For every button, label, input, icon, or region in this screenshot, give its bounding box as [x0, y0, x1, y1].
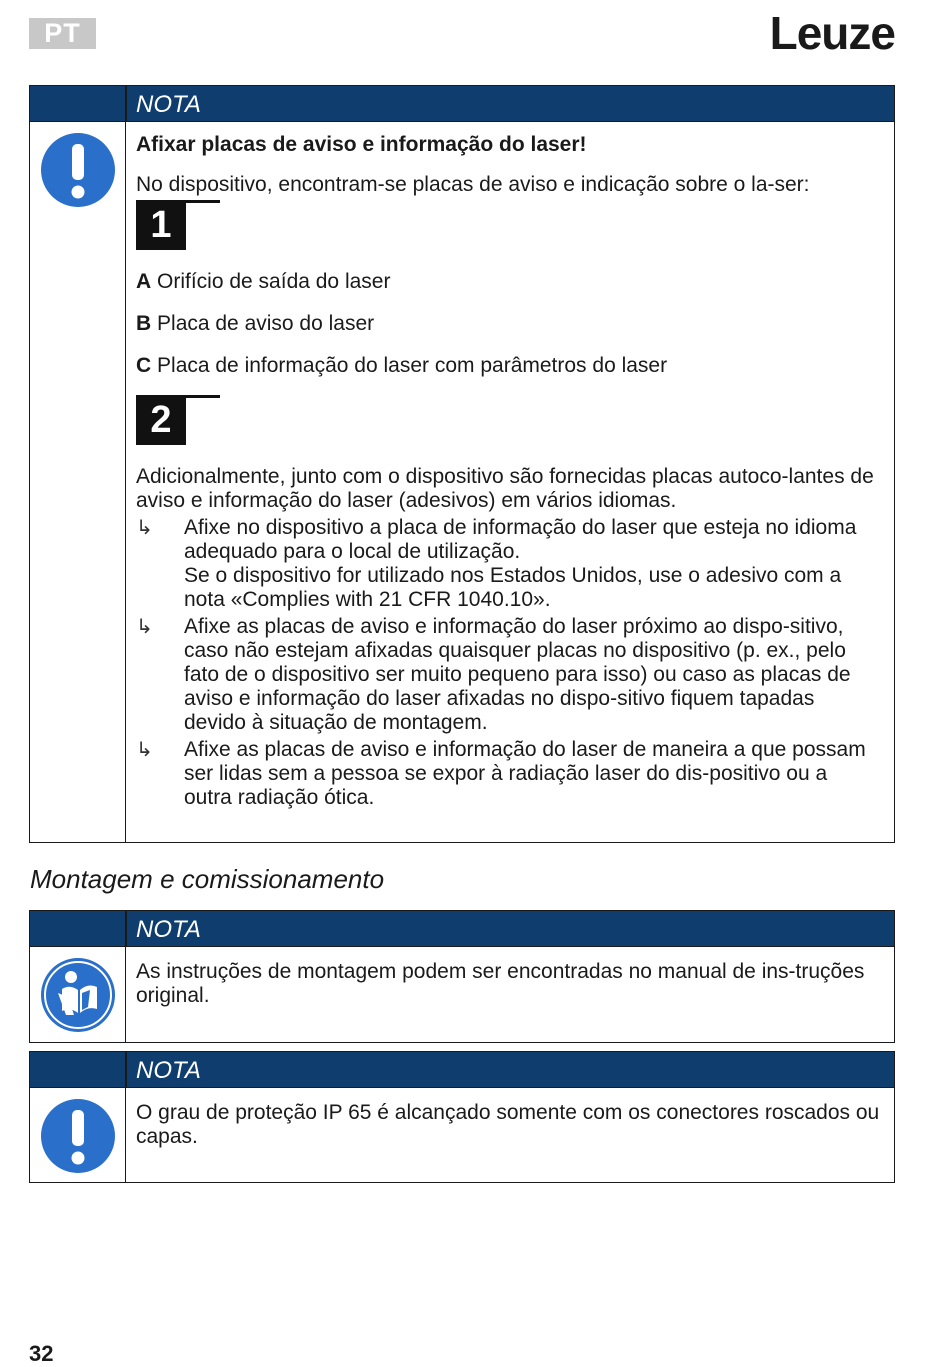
- step-2: ↳ Afixe as placas de aviso e informação do laser próximo ao dispo-sitivo, caso não estejam afixadas quaisquer placas no dispositivo (p. ex., pelo fato de o dispositivo ser muito pequeno para isso) ou caso as placas de aviso e informação do laser afixadas no dispo-sitivo fiquem tapadas devido à situação de montagem.: [136, 615, 851, 734]
- note-header: [30, 911, 894, 947]
- note-content: [136, 1088, 894, 1149]
- note-mounting: [29, 910, 895, 1043]
- legend-item-c: C Placa de informação do laser com parâmetros do laser: [136, 354, 668, 377]
- note-label: NOTA: [136, 1057, 201, 1084]
- exclamation-icon: [40, 132, 116, 208]
- note-content: [136, 122, 894, 810]
- note-protection: [29, 1051, 895, 1183]
- additional-text: Adicionalmente, junto com o dispositivo são fornecidas placas autoco-lantes de aviso e informação do laser (adesivos) em vários idiomas.: [136, 465, 874, 512]
- note-label: NOTA: [136, 916, 201, 943]
- figure-tag-2: 2: [136, 395, 220, 445]
- step-arrow-icon: ↳: [136, 517, 153, 539]
- read-manual-icon: [40, 957, 116, 1033]
- step-1: ↳ Afixe no dispositivo a placa de informação do laser que esteja no idioma adequado para o local de utilização. Se o dispositivo for utilizado nos Estados Unidos, use o adesivo com a nota «Complies with 21 CFR 1040.10».: [136, 516, 857, 611]
- note-content: [136, 947, 894, 1008]
- note-header: [30, 86, 894, 122]
- note-intro: No dispositivo, encontram-se placas de aviso e indicação sobre o la-ser:: [136, 173, 810, 196]
- note-text: O grau de proteção IP 65 é alcançado somente com os conectores roscados ou capas.: [136, 1101, 880, 1148]
- step-arrow-icon: ↳: [136, 616, 153, 638]
- exclamation-icon: [40, 1098, 116, 1174]
- legend-item-a: A Orifício de saída do laser: [136, 270, 391, 293]
- note-label: NOTA: [136, 91, 201, 118]
- page-number: 32: [29, 1341, 54, 1366]
- section-title: Montagem e comissionamento: [30, 864, 385, 894]
- note-text: As instruções de montagem podem ser encontradas no manual de ins-truções original.: [136, 960, 865, 1007]
- brand-logo: Leuze: [769, 7, 895, 59]
- step-arrow-icon: ↳: [136, 739, 153, 761]
- language-badge: PT: [29, 18, 96, 49]
- figure-tag-1: 1: [136, 200, 220, 250]
- legend-item-b: B Placa de aviso do laser: [136, 312, 375, 335]
- note-title: Afixar placas de aviso e informação do laser!: [136, 133, 587, 156]
- note-laser-labels: [29, 85, 895, 843]
- step-3: ↳ Afixe as placas de aviso e informação do laser de maneira a que possam ser lidas sem a pessoa se expor à radiação laser do dis-positivo ou a outra radiação ótica.: [136, 738, 866, 809]
- note-header: [30, 1052, 894, 1088]
